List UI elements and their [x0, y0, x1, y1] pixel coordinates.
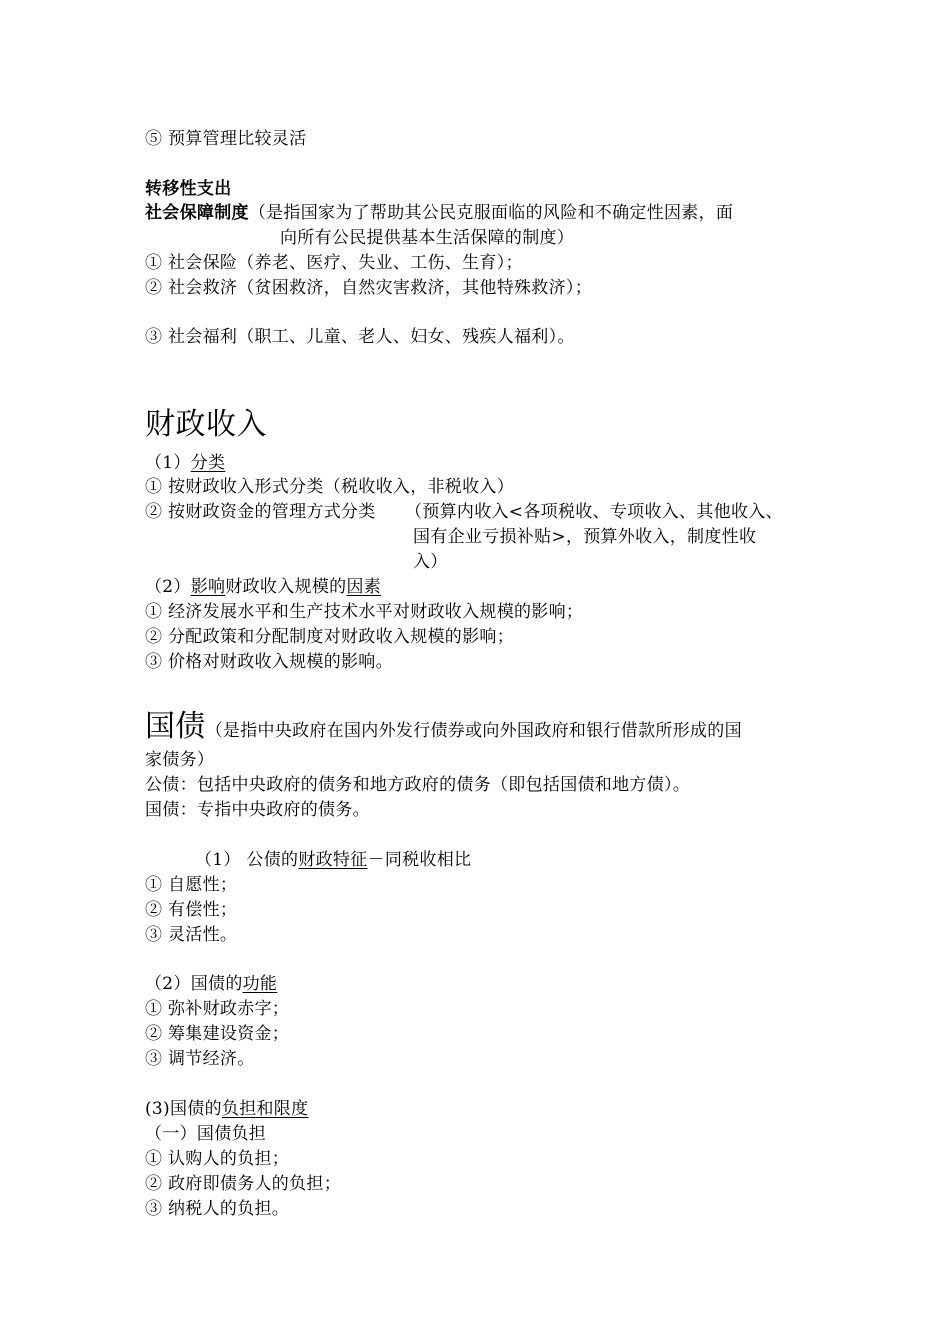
revenue-title: 财政收入 [145, 407, 267, 442]
debt-point-1-prefix: （1） 公债的 [195, 850, 299, 870]
debt-point-3-prefix: (3)国债的 [145, 1099, 222, 1119]
debt-point-1-item-1: ① 自愿性； [145, 875, 238, 895]
debt-point-2-underlined: 功能 [242, 974, 278, 994]
debt-def-2: 家债务） [145, 750, 215, 770]
revenue-sub-2-prefix: （2） [145, 577, 191, 597]
debt-point-1-item-2: ② 有偿性； [145, 900, 238, 920]
debt-point-1-suffix: －同税收相比 [367, 850, 472, 870]
transfer-heading: 转移性支出 [145, 179, 232, 199]
revenue-sub-2-mid: 财政收入规模的 [225, 577, 347, 597]
revenue-factor-1: ① 经济发展水平和生产技术水平对财政收入规模的影响； [145, 602, 584, 622]
revenue-sub-2 [145, 575, 381, 599]
debt-def-1: （是指中央政府在国内外发行债券或向外国政府和银行借款所形成的国 [205, 721, 742, 741]
revenue-class-1: ① 按财政收入形式分类（税收收入，非税收入） [145, 477, 515, 497]
revenue-sub-2-underlined-1: 影响 [190, 577, 226, 597]
revenue-class-2-line-1: （预算内收入<各项税收、专项收入、其他收入、 [405, 502, 783, 522]
social-security-term: 社会保障制度 [145, 203, 249, 223]
debt-point-1 [195, 848, 471, 872]
revenue-class-2-line-3: 入） [413, 552, 448, 572]
revenue-sub-2-underlined-2: 因素 [346, 577, 382, 597]
revenue-class-2-line-2: 国有企业亏损补贴>，预算外收入，制度性收 [413, 527, 757, 547]
debt-burden-item-3: ③ 纳税人的负担。 [145, 1199, 290, 1219]
debt-point-1-item-3: ③ 灵活性。 [145, 925, 238, 945]
debt-point-2-prefix: （2）国债的 [145, 974, 243, 994]
national-debt-def: 国债：专指中央政府的债务。 [145, 800, 370, 820]
debt-burden-item-1: ① 认购人的负担； [145, 1149, 290, 1169]
transfer-item-3: ③ 社会福利（职工、儿童、老人、妇女、残疾人福利）。 [145, 327, 575, 347]
social-security-line [145, 201, 733, 225]
public-debt-def: 公债：包括中央政府的债务和地方政府的债务（即包括国债和地方债）。 [145, 775, 691, 795]
budget-item-5: ⑤ 预算管理比较灵活 [145, 129, 307, 149]
debt-point-2-item-2: ② 筹集建设资金； [145, 1024, 290, 1044]
debt-point-3-underlined: 负担和限度 [221, 1099, 309, 1119]
revenue-factor-2: ② 分配政策和分配制度对财政收入规模的影响； [145, 627, 515, 647]
revenue-sub-1-underlined: 分类 [190, 453, 226, 473]
revenue-sub-1 [145, 451, 225, 475]
debt-title-line [145, 707, 742, 751]
revenue-factor-3: ③ 价格对财政收入规模的影响。 [145, 652, 393, 672]
debt-point-2 [145, 972, 277, 996]
revenue-class-2-label: ② 按财政资金的管理方式分类 [145, 502, 376, 522]
debt-burden-item-2: ② 政府即债务人的负担； [145, 1174, 342, 1194]
debt-point-2-item-3: ③ 调节经济。 [145, 1049, 255, 1069]
debt-point-2-item-1: ① 弥补财政赤字； [145, 999, 290, 1019]
debt-point-3 [145, 1097, 308, 1121]
revenue-sub-1-prefix: （1） [145, 453, 191, 473]
social-security-def-2: 向所有公民提供基本生活保障的制度） [280, 228, 575, 248]
transfer-item-2: ② 社会救济（贫困救济，自然灾害救济，其他特殊救济）； [145, 278, 593, 298]
transfer-item-1: ① 社会保险（养老、医疗、失业、工伤、生育）； [145, 253, 523, 273]
debt-point-1-underlined: 财政特征 [298, 850, 368, 870]
debt-burden-heading: （一）国债负担 [145, 1124, 267, 1144]
social-security-def-1: （是指国家为了帮助其公民克服面临的风险和不确定性因素，面 [248, 203, 734, 223]
debt-title: 国债 [145, 709, 206, 744]
